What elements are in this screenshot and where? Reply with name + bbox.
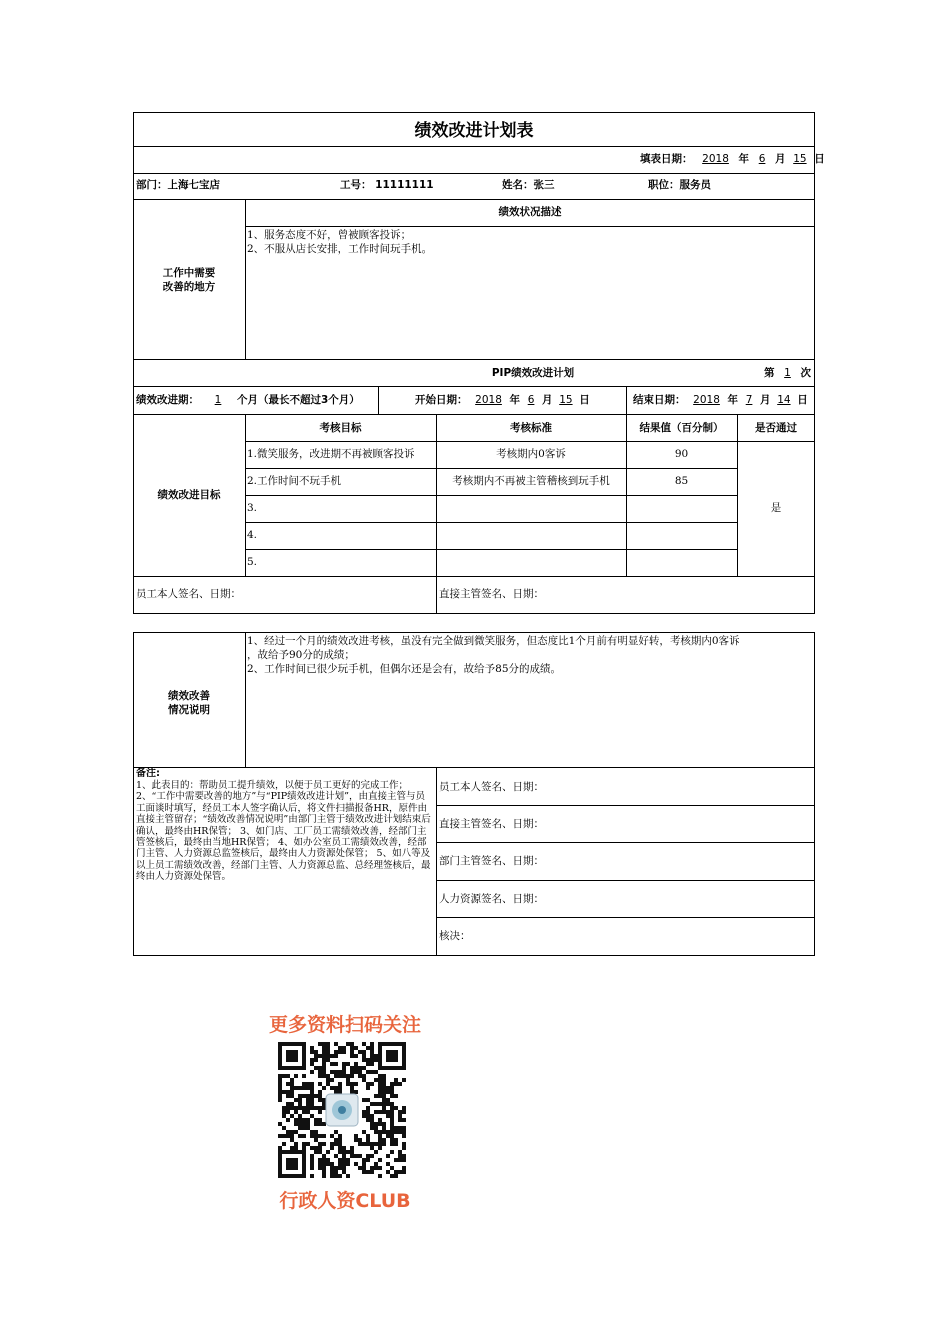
divider	[245, 199, 246, 359]
divider	[133, 199, 815, 200]
fill-date-day: 15	[793, 153, 807, 165]
goal-cell: 4.	[247, 529, 258, 541]
divider	[436, 576, 437, 614]
notes-text: 1、此表目的：帮助员工提升绩效，以便于员工更好的完成工作； 2、“工作中需要改善的地方”与“PIP绩效改进计划”，由直接主管与员工面谈时填写，经员工本人签字确认后，将文件扫描报备HR，原件由直接主管留存；“绩效改善情况说明”由部门主管于绩效改进计划结束后确认，最终由HR保管； 3、如门店、工厂员工需绩效改善，经部门主管签核后，最终由当地HR保管； 4、如办公室员工需绩效改善，经部门主管、人力资源总监签核后，最终由人力资源处保管； 5、如八等及以上员工需绩效改善，经部门主管、人力资源总监、总经理签核后，最终由人力资源处保管。	[136, 780, 431, 883]
header-goal: 考核目标	[319, 422, 362, 434]
divider	[133, 414, 815, 415]
performance-description-text: 1、服务态度不好，曾被顾客投诉； 2、不服从店长安排，工作时间玩手机。	[247, 229, 433, 255]
divider	[626, 386, 627, 414]
goal-cell: 1.微笑服务，改进期不再被顾客投诉	[247, 448, 415, 460]
pip-start-date	[415, 393, 590, 407]
employee-id: 工号： 11111111	[340, 179, 434, 191]
pip-period-label: 绩效改进期：	[136, 394, 199, 406]
supervisor-signature: 直接主管签名、日期：	[439, 818, 544, 830]
pip-count-value: 1	[784, 367, 791, 379]
header-result: 结果值（百分制）	[639, 422, 724, 434]
divider	[436, 767, 437, 956]
department: 部门：上海七宝店	[136, 179, 220, 191]
pip-count-prefix: 第	[764, 367, 775, 379]
pip-period-value: 1	[214, 394, 222, 406]
divider	[133, 576, 815, 577]
fill-date-year-unit: 年	[738, 153, 750, 165]
qr-title: 更多资料扫码关注	[268, 1014, 421, 1036]
start-date-day: 15	[559, 394, 573, 406]
qr-code	[276, 1040, 408, 1180]
header-passed: 是否通过	[755, 422, 797, 434]
divider	[245, 632, 246, 767]
pip-count-suffix: 次	[800, 367, 811, 379]
divider	[245, 549, 737, 550]
fill-date-month: 6	[758, 153, 766, 165]
employee-signature: 员工本人签名、日期：	[136, 588, 241, 600]
qr-subtitle: 行政人资CLUB	[279, 1190, 411, 1212]
fill-date-day-unit: 日	[814, 153, 825, 165]
divider	[245, 441, 815, 442]
goal-cell: 3.	[247, 502, 258, 514]
divider	[133, 359, 815, 360]
end-date-year-unit: 年	[727, 394, 739, 406]
start-date-month-unit: 月	[542, 394, 553, 406]
form-title: 绩效改进计划表	[414, 121, 534, 141]
pip-period-suffix: 个月（最长不超过3个月）	[237, 394, 360, 406]
pip-count	[764, 366, 811, 380]
fill-date-row	[640, 152, 825, 166]
end-date-label: 结束日期：	[633, 394, 686, 406]
divider	[245, 226, 815, 227]
performance-description-header: 绩效状况描述	[498, 206, 562, 218]
fill-date-label: 填表日期：	[640, 153, 693, 165]
divider	[133, 767, 815, 768]
divider	[737, 414, 738, 576]
start-date-year: 2018	[475, 394, 502, 406]
goal-cell: 2.工作时间不玩手机	[247, 475, 342, 487]
start-date-day-unit: 日	[579, 394, 590, 406]
divider	[245, 468, 737, 469]
start-date-month: 6	[527, 394, 535, 406]
employee-position: 职位：服务员	[648, 179, 711, 191]
divider	[133, 146, 815, 147]
pip-end-date	[633, 393, 808, 407]
divider	[378, 386, 379, 414]
fill-date-month-unit: 月	[775, 153, 786, 165]
hr-signature: 人力资源签名、日期：	[439, 893, 544, 905]
pip-title: PIP绩效改进计划	[491, 367, 575, 379]
notes-title: 备注:	[136, 768, 160, 779]
fill-date-year: 2018	[702, 153, 729, 165]
divider	[436, 917, 815, 918]
pass-cell: 是	[770, 502, 782, 514]
goal-cell: 5.	[247, 556, 258, 568]
end-date-year: 2018	[693, 394, 720, 406]
end-date-month: 7	[745, 394, 753, 406]
employee-name: 姓名：张三	[502, 179, 555, 191]
divider	[436, 842, 815, 843]
end-date-month-unit: 月	[760, 394, 771, 406]
department-manager-signature: 部门主管签名、日期：	[439, 855, 544, 867]
header-standard: 考核标准	[510, 422, 552, 434]
pip-form-table	[133, 112, 815, 614]
summary-label: 绩效改善 情况说明	[168, 690, 210, 716]
divider	[133, 173, 815, 174]
result-cell: 90	[674, 448, 689, 460]
end-date-day-unit: 日	[797, 394, 808, 406]
divider	[436, 805, 815, 806]
divider	[436, 880, 815, 881]
divider	[245, 522, 737, 523]
supervisor-signature: 直接主管签名、日期：	[439, 588, 544, 600]
result-cell: 85	[674, 475, 689, 487]
summary-text: 1、经过一个月的绩效改进考核，虽没有完全做到微笑服务，但态度比1个月前有明显好转，考核期内0客诉 ，故给予90分的成绩； 2、工作时间已很少玩手机，但偶尔还是会有，故给予85分的成绩。	[247, 635, 740, 675]
improve-area-label: 工作中需要 改善的地方	[162, 267, 216, 293]
employee-signature: 员工本人签名、日期：	[439, 781, 544, 793]
standard-cell: 考核期内不再被主管稽核到玩手机	[452, 475, 610, 487]
divider	[133, 386, 815, 387]
final-approval: 核决：	[439, 930, 471, 942]
standard-cell: 考核期内0客诉	[496, 448, 566, 460]
start-date-label: 开始日期：	[415, 394, 468, 406]
end-date-day: 14	[777, 394, 791, 406]
start-date-year-unit: 年	[509, 394, 521, 406]
goals-label: 绩效改进目标	[157, 489, 221, 501]
divider	[245, 495, 737, 496]
pip-period	[136, 393, 360, 407]
